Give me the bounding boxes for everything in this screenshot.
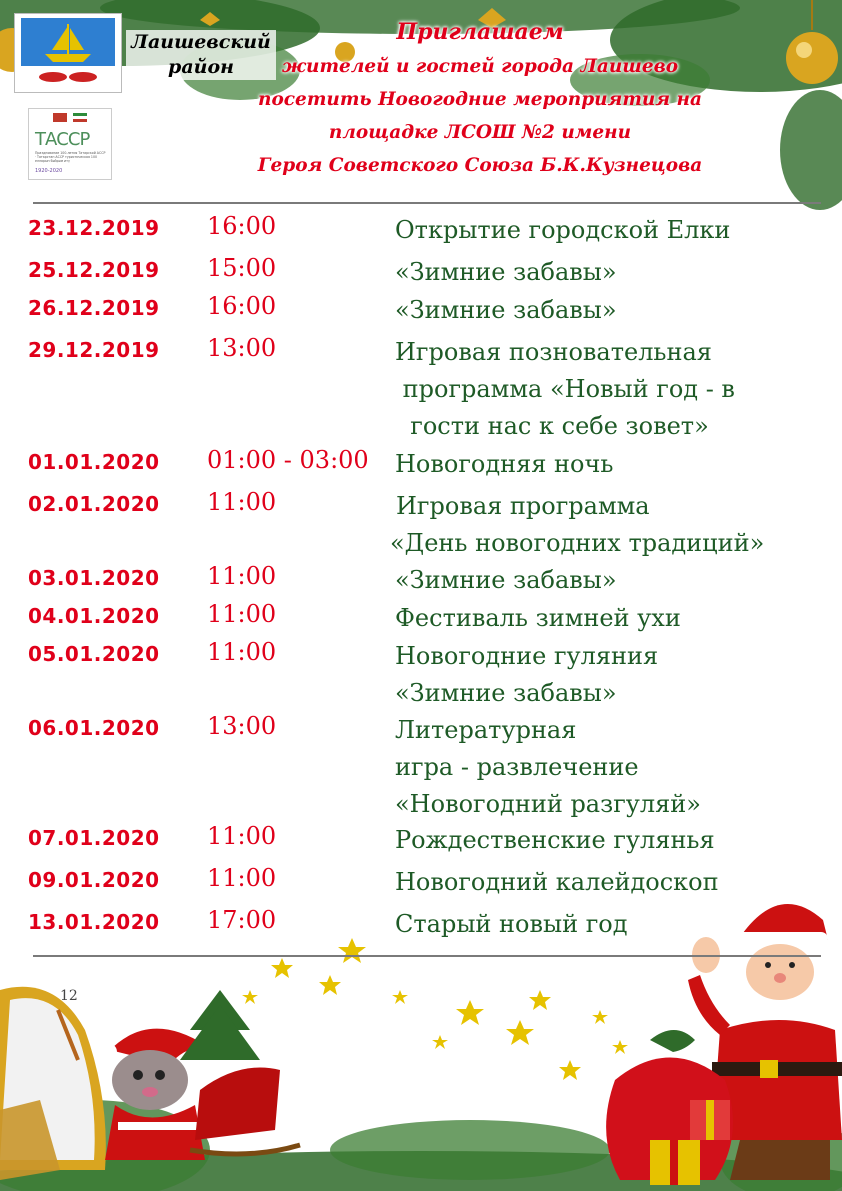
tassr-logo [28,108,112,180]
event-date: 06.01.2020 [28,716,160,740]
invitation-line: Героя Советского Союза Б.К.Кузнецова [257,155,703,176]
event-date: 25.12.2019 [28,258,160,282]
divider-bottom [33,955,821,957]
event-title [390,488,830,562]
coat-of-arms-icon [15,14,121,92]
event-date: 01.01.2020 [28,450,160,474]
tassr-logo-name: ТАССР [35,129,90,150]
event-title [395,562,835,599]
event-date: 29.12.2019 [28,338,160,362]
district-label-line: Лаишевский [131,31,271,53]
event-time: 11:00 [207,638,277,666]
event-title [395,446,835,483]
event-date: 07.01.2020 [28,826,160,850]
event-time: 17:00 [207,906,277,934]
event-title [395,864,835,901]
event-title [395,292,835,329]
invitation-line: посетить Новогодние мероприятия на [258,89,702,110]
event-title-line: Новогодняя ночь [395,450,614,478]
event-time: 16:00 [207,292,277,320]
event-date: 02.01.2020 [28,492,160,516]
event-title-line: игра - развлечение [395,753,639,781]
event-time: 11:00 [207,822,277,850]
svg-text:12: 12 [60,988,78,1004]
event-title-line: «Зимние забавы» [395,566,617,594]
event-title [395,638,835,712]
event-date: 04.01.2020 [28,604,160,628]
event-title-line: Рождественские гулянья [395,826,715,854]
district-coat-of-arms [14,13,122,93]
event-time: 13:00 [207,712,277,740]
event-title-line: Открытие городской Елки [395,216,731,244]
event-time: 11:00 [207,488,277,516]
invitation-line: жителей и гостей города Лаишево [281,56,679,77]
event-time: 01:00 - 03:00 [207,446,369,474]
invitation-heading: Приглашаем [396,19,564,45]
tassr-logo-years: 1920-2020 [35,168,63,174]
event-time: 16:00 [207,212,277,240]
tassr-logo-caption: Празднование 100-летия Татарской АССР · Татарстан АССР туристическая 100 елларын бәйрәм итү [35,151,106,163]
event-title-line: Фестиваль зимней ухи [395,604,681,632]
event-time: 11:00 [207,562,277,590]
event-title [395,254,835,291]
event-date: 05.01.2020 [28,642,160,666]
event-date: 09.01.2020 [28,868,160,892]
event-title-line: Игровая программа [396,492,650,520]
event-title-line: «Зимние забавы» [395,679,617,707]
event-time: 11:00 [207,600,277,628]
event-title-line: Новогодние гуляния [395,642,659,670]
event-title-line: «День новогодних традиций» [390,529,765,557]
event-title-line: Старый новый год [395,910,628,938]
flags-icon [29,109,111,129]
event-title-line: Игровая позновательная [395,338,712,366]
event-title [395,600,835,637]
divider-top [33,202,821,204]
event-title-line: программа «Новый год - в [395,375,735,403]
event-time: 13:00 [207,334,277,362]
event-time: 15:00 [207,254,277,282]
event-date: 13.01.2020 [28,910,160,934]
event-title-line: Новогодний калейдоскоп [395,868,719,896]
event-title [395,212,835,249]
event-title-line: «Зимние забавы» [395,296,617,324]
event-title-line: гости нас к себе зовет» [395,412,709,440]
event-title [395,822,835,859]
event-title [395,334,835,445]
event-title-line: Литературная [395,716,577,744]
event-title [395,906,835,943]
invitation-line: площадке ЛСОШ №2 имени [328,122,632,143]
event-date: 23.12.2019 [28,216,160,240]
event-title-line: «Новогодний разгуляй» [395,790,701,818]
event-title [395,712,835,823]
district-label-line: район [168,56,234,78]
event-time: 11:00 [207,864,277,892]
event-date: 26.12.2019 [28,296,160,320]
event-date: 03.01.2020 [28,566,160,590]
invitation-text [200,14,760,182]
event-title-line: «Зимние забавы» [395,258,617,286]
